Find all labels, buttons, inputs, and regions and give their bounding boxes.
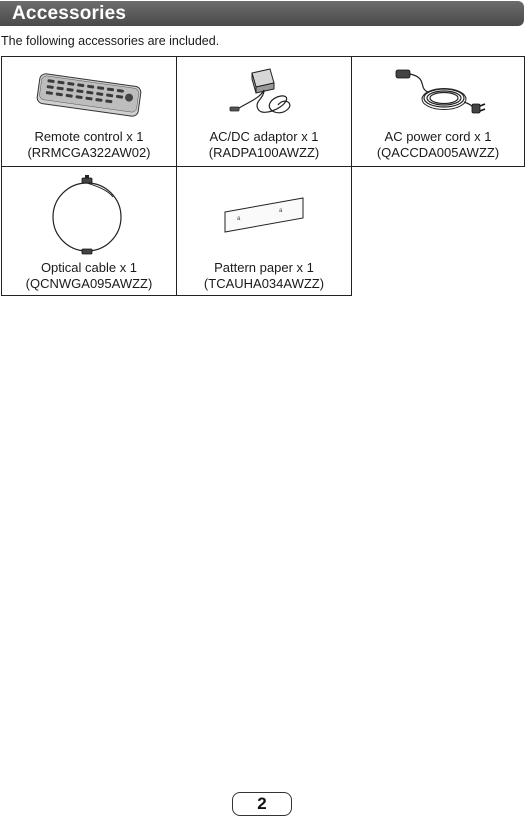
accessory-name: AC/DC adaptor x 1	[209, 129, 319, 144]
optical-cable-icon	[49, 175, 129, 255]
svg-text:a: a	[237, 216, 241, 222]
accessory-code: (RADPA100AWZZ)	[208, 145, 320, 160]
accessory-name: Pattern paper x 1	[214, 260, 314, 275]
accessory-cell-ac-power-cord	[351, 56, 525, 167]
svg-text:a: a	[279, 208, 283, 214]
section-title: Accessories	[12, 3, 127, 24]
accessory-name: Optical cable x 1	[40, 260, 138, 275]
accessory-code: (TCAUHA034AWZZ)	[203, 276, 325, 291]
intro-text: The following accessories are included.	[1, 34, 220, 48]
accessory-code: (QCNWGA095AWZZ)	[25, 276, 153, 291]
accessory-name: AC power cord x 1	[384, 129, 492, 144]
accessory-cell-ac-dc-adaptor	[176, 56, 352, 167]
accessory-cell-remote-control	[1, 56, 177, 167]
accessory-code: (RRMCGA322AW02)	[27, 145, 151, 160]
section-header	[0, 1, 524, 26]
accessory-cell-pattern-paper	[176, 166, 352, 296]
accessory-cell-optical-cable	[1, 166, 177, 296]
pattern-paper-icon	[219, 190, 309, 240]
accessories-table	[1, 56, 525, 296]
ac-power-cord-icon	[388, 64, 488, 126]
accessory-name: Remote control x 1	[34, 129, 144, 144]
page-number: 2	[232, 792, 292, 816]
remote-control-icon	[34, 70, 144, 120]
ac-dc-adaptor-icon	[224, 65, 304, 125]
accessory-code: (QACCDA005AWZZ)	[376, 145, 500, 160]
